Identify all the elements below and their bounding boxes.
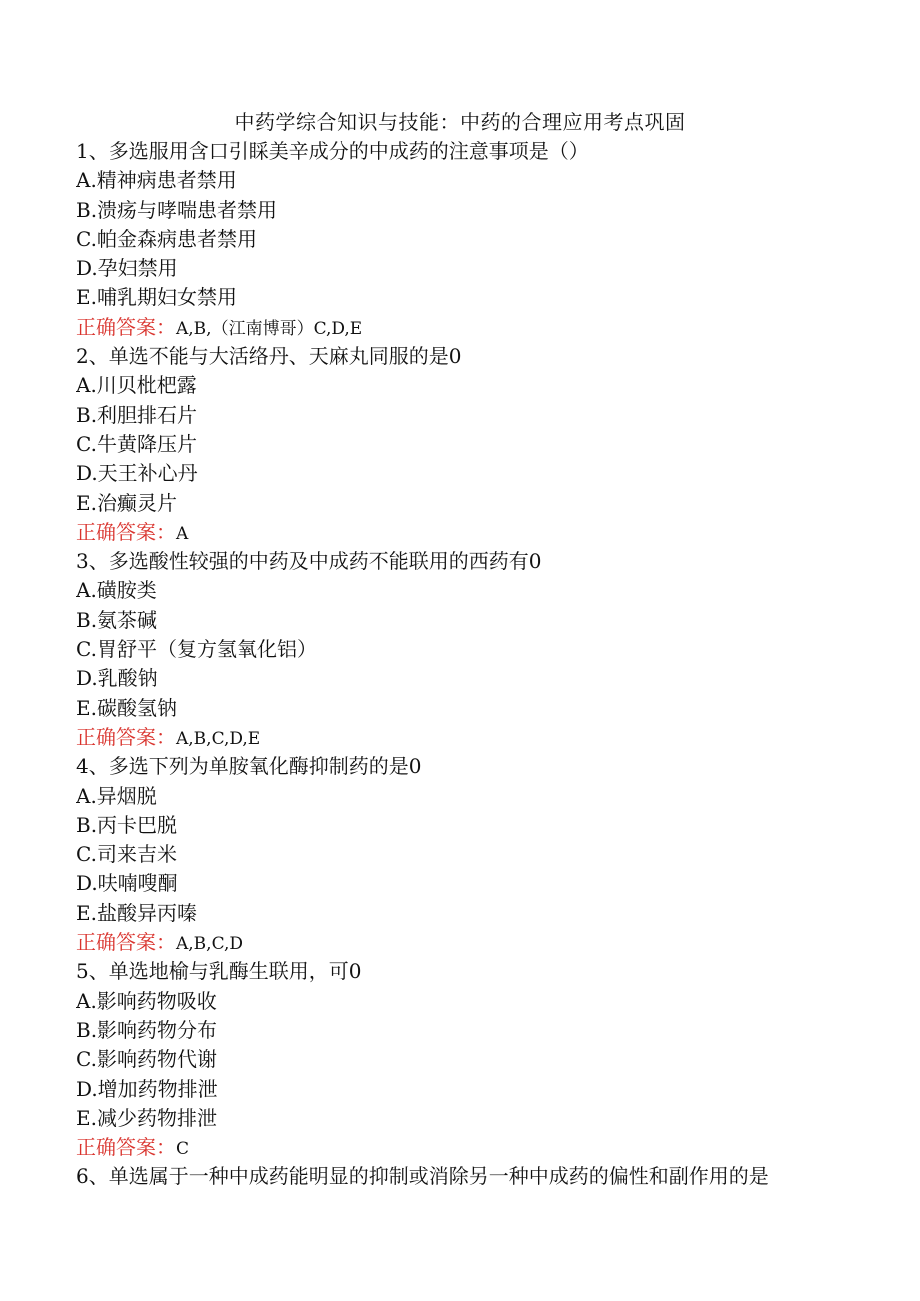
option-a: A.磺胺类 [76, 578, 157, 603]
question-stem: 4、多选下列为单胺氧化酶抑制药的是0 [76, 754, 422, 779]
option-b: B.利胆排石片 [76, 402, 198, 427]
answer-value: A,B,C,D [176, 934, 244, 955]
option-d: D.增加药物排泄 [76, 1076, 218, 1101]
question-block [76, 547, 856, 752]
answer-label: 正确答案： [76, 519, 176, 544]
option-c: C.帕金森病患者禁用 [76, 226, 257, 251]
question-block [76, 957, 856, 1162]
option-e: E.治癫灵片 [76, 490, 177, 515]
option-d: D.天王补心丹 [76, 461, 198, 486]
answer-value: A [176, 523, 189, 544]
option-a: A.异烟脱 [76, 783, 157, 808]
question-block [76, 752, 856, 957]
option-b: B.溃疡与哮喘患者禁用 [76, 197, 278, 222]
option-a: A.影响药物吸收 [76, 988, 217, 1013]
question-stem: 3、多选酸性较强的中药及中成药不能联用的西药有0 [76, 549, 542, 574]
question-block [76, 137, 856, 342]
option-a: A.精神病患者禁用 [76, 168, 237, 193]
option-a: A.川贝枇杷露 [76, 373, 197, 398]
answer-line [76, 313, 856, 342]
question-block [76, 1162, 856, 1191]
answer-label: 正确答案： [76, 1135, 176, 1160]
answer-line [76, 1133, 856, 1162]
option-c: C.牛黄降压片 [76, 431, 197, 456]
answer-value: A,B,C,D,E [176, 728, 261, 749]
option-d: D.乳酸钠 [76, 666, 158, 691]
question-list [76, 137, 856, 1192]
option-e: E.哺乳期妇女禁用 [76, 285, 237, 310]
option-c: C.影响药物代谢 [76, 1047, 217, 1072]
answer-value: C [176, 1139, 190, 1160]
option-b: B.影响药物分布 [76, 1017, 218, 1042]
answer-label: 正确答案： [76, 724, 176, 749]
question-stem: 2、单选不能与大活络丹、天麻丸同服的是0 [76, 344, 462, 369]
answer-label: 正确答案： [76, 314, 176, 339]
option-e: E.盐酸异丙嗪 [76, 900, 197, 925]
question-stem: 1、多选服用含口引睬美辛成分的中成药的注意事项是（） [76, 139, 589, 163]
option-c: C.司来吉米 [76, 842, 177, 867]
option-e: E.减少药物排泄 [76, 1105, 217, 1130]
option-b: B.丙卡巴脱 [76, 812, 178, 837]
question-block [76, 342, 856, 547]
option-d: D.孕妇禁用 [76, 256, 178, 281]
option-b: B.氨茶碱 [76, 607, 158, 632]
question-stem: 5、单选地榆与乳酶生联用，可0 [76, 959, 362, 984]
option-e: E.碳酸氢钠 [76, 695, 177, 720]
option-c: C.胃舒平（复方氢氧化铝） [76, 637, 317, 662]
question-stem: 6、单选属于一种中成药能明显的抑制或消除另一种中成药的偏性和副作用的是 [76, 1164, 769, 1189]
answer-line [76, 928, 856, 957]
answer-line [76, 518, 856, 547]
answer-line [76, 723, 856, 752]
answer-value: A,B,（江南博哥）C,D,E [176, 318, 363, 339]
document-title: 中药学综合知识与技能：中药的合理应用考点巩固 [234, 110, 686, 134]
option-d: D.呋喃嗖酮 [76, 871, 178, 896]
answer-label: 正确答案： [76, 930, 176, 955]
